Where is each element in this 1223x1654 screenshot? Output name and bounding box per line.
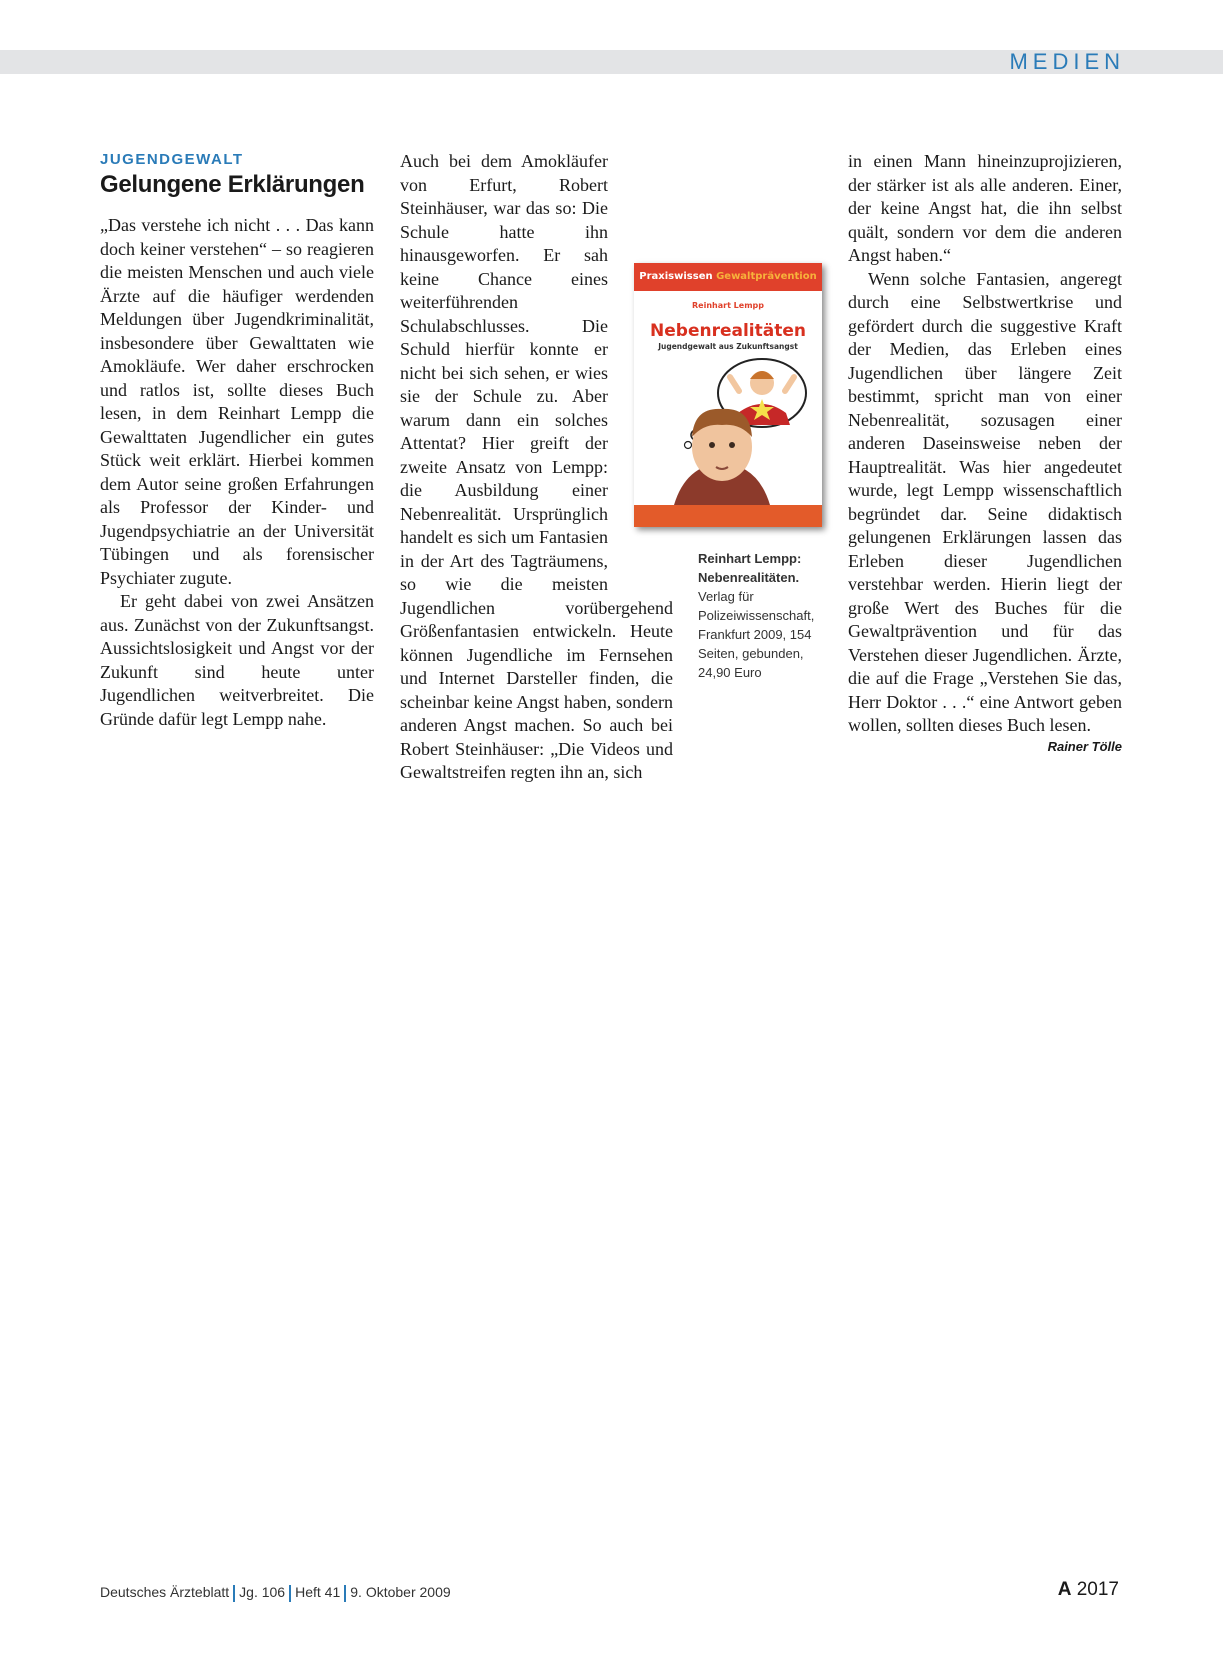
paragraph: Er geht dabei von zwei Ansätzen aus. Zunächst von der Zukunftsangst. Aussichtslosigkeit und Angst vor der Zukunft sind heute unter Jugendlichen weitverbreitet. Die Gründe dafür legt Lempp nahe.	[100, 591, 374, 729]
book-cover-illustration	[634, 355, 822, 505]
article-column-1	[100, 150, 374, 731]
footer-separator	[344, 1585, 346, 1602]
journal-volume: Jg. 106	[239, 1584, 286, 1600]
article-headline: Gelungene Erklärungen	[100, 171, 365, 198]
book-title: Nebenrealitäten	[650, 321, 806, 341]
book-cover-footer-band	[634, 505, 822, 527]
article-kicker: JUGENDGEWALT	[100, 151, 244, 168]
footer-separator	[289, 1585, 291, 1602]
caption-details: Verlag für Polizeiwissenschaft, Frankfurt 2009, 154 Seiten, gebunden, 24,90 Euro	[698, 589, 815, 680]
page-number-value: 2017	[1076, 1579, 1119, 1600]
author-signature: Rainer Tölle	[1047, 738, 1122, 754]
book-subtitle: Jugendgewalt aus Zukunftsangst	[658, 342, 798, 351]
paragraph: „Das verstehe ich nicht . . . Das kann doch keiner verstehen“ – so reagieren die meisten Menschen und auch viele Ärzte auf die häufiger werdenden Meldungen über Jugendkriminalität, insbesondere über Gewalttaten wie Amokläufe. Wer daher erschrocken und ratlos ist, sollte dieses Buch lesen, in dem Reinhart Lempp die Gewalttaten Jugendlicher ein gutes Stück weit erklärt. Hierbei kommen dem Autor seine großen Erfahrungen als Professor der Kinder- und Jugendpsychiatrie an der Universität Tübingen und als forensischer Psychiater zugute.	[100, 215, 374, 588]
book-caption	[698, 549, 828, 682]
book-author: Reinhart Lempp	[692, 301, 764, 310]
journal-date: 9. Oktober 2009	[350, 1584, 451, 1600]
article-column-3	[848, 150, 1122, 756]
caption-title: Reinhart Lempp: Nebenrealitäten.	[698, 551, 802, 585]
page-prefix: A	[1057, 1579, 1072, 1600]
paragraph: in einen Mann hineinzuprojizieren, der stärker ist als alle anderen. Einer, der keine Angst hat, die ihn selbst quält, sondern vor dem die anderen Angst haben.“	[848, 151, 1122, 265]
paragraph: Wenn solche Fantasien, angeregt durch eine Selbstwertkrise und gefördert durch die suggestive Kraft der Medien, das Erleben eines Jugendlichen über längere Zeit bestimmt, spricht man von einer Nebenrealität, sozusagen einer anderen Daseinsweise neben der Hauptrealität. Was hier angedeutet wurde, legt Lempp wissenschaftlich begründet dar. Seine didaktisch gelungenen Erklärungen lassen das Erleben dieser Jugendlichen verstehbar werden. Hierin liegt der große Wert des Buches für die Gewaltprävention und für das Verstehen dieser Jugendlichen. Ärzte, die auf die Frage „Verstehen Sie das, Herr Doktor . . .“ eine Antwort geben wollen, sollten dieses Buch lesen.	[848, 268, 1122, 735]
book-cover	[634, 263, 822, 527]
paragraph: Auch bei dem Amokläufer von Erfurt, Robert Steinhäuser, war das so: Die Schule hatte ihn hinausgeworfen. Er sah keine Chance eines weiterführenden Schulabschlusses. Die Schuld hierfür konnte er nicht bei sich sehen, er wies sie der Schule zu. Aber warum dann ein solches Attentat? Hier greift der zweite Ansatz von Lempp: die Ausbildung einer Nebenrealität. Ursprünglich handelt es sich um Fantasien in der Art des Tagträumens, so wie die meisten Jugendlichen vorübergehend Größenfantasien entwickeln. Heute können Jugendliche im Fernsehen und Internet Darsteller finden, die scheinbar keine Angst haben, sondern anderen Angst machen. So auch bei Robert Steinhäuser: „Die Videos und Gewaltstreifen regten ihn an, sich	[400, 151, 673, 782]
article-column-2	[400, 150, 673, 785]
journal-issue: Heft 41	[295, 1584, 341, 1600]
book-series-band: Praxiswissen Gewaltprävention	[634, 263, 822, 291]
section-label: MEDIEN	[1009, 49, 1125, 74]
journal-name: Deutsches Ärzteblatt	[100, 1584, 230, 1600]
page-footer	[100, 1582, 451, 1602]
page-number	[1058, 1578, 1119, 1602]
footer-separator	[233, 1585, 235, 1602]
